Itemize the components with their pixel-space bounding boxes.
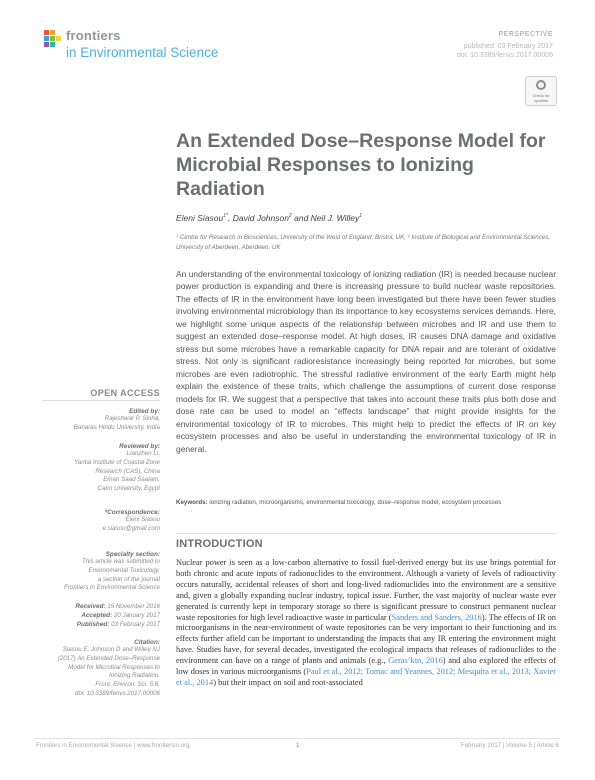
page-number: 1 bbox=[296, 742, 300, 749]
intro-text: Nuclear power is seen as a low-carbon alternative to fossil fuel-derived energy but its use brings potential for both chronic and acute inputs of radionuclides to the environment. Although a variety of levels of radioactivity occurs naturally, accidental releases of short and long-lived radionuclides into the environment are a sensitive and, given a globally expanding nuclear industry, topical issue. Further, the vast majority of nuclear waste ever generated is currently kept in temporary storage so there is significant pressure to construct permanent nuclear waste repositories for high level radioactive waste in particular ( bbox=[176, 558, 556, 622]
citation-link[interactable]: Geras’kin, 2016 bbox=[388, 656, 443, 666]
author-affil-sup: 2 bbox=[288, 213, 292, 220]
keywords-label: Keywords: bbox=[176, 499, 208, 506]
citation-text: Model for Microbial Responses to bbox=[68, 663, 160, 671]
section-heading: INTRODUCTION bbox=[176, 538, 263, 550]
logo-title: frontiers bbox=[66, 28, 121, 43]
logo-subtitle: in Environmental Science bbox=[66, 45, 219, 60]
reviewed-by-block bbox=[42, 443, 160, 494]
intro-text: ) and also explored the effects of low doses in various microorganisms ( bbox=[176, 656, 556, 677]
doi-link[interactable]: doi: 10.3389/fenvs.2017.00006 bbox=[456, 52, 553, 59]
received-label: Received: bbox=[75, 603, 106, 610]
published-label: Published: bbox=[76, 620, 110, 628]
specialty-block bbox=[42, 551, 160, 593]
keywords bbox=[176, 498, 556, 508]
citation-link[interactable]: Sanders and Sanders, 2016 bbox=[391, 612, 482, 622]
received-date: 15 November 2016 bbox=[107, 603, 160, 610]
author-separator: and bbox=[291, 213, 311, 223]
check-for-updates-button[interactable] bbox=[525, 76, 557, 106]
journal-logo[interactable] bbox=[42, 26, 242, 66]
article-title: An Extended Dose–Response Model for Microbial Responses to Ionizing Radiation bbox=[176, 130, 546, 200]
footer-divider bbox=[34, 738, 560, 739]
author-affil-sup: 1* bbox=[223, 213, 228, 220]
intro-text: ). The effects of IR on microorganisms in the near-environment of waste repositories can be very important to their functioning and its effects further afield can be important to understanding the impacts that any IR entering the environment might have. Studies have, for several decades, investigated the ecological impacts that releases of radionuclides to the environment can have on a range of plants and animals (e.g., bbox=[176, 612, 556, 666]
edited-by-label: Edited by: bbox=[129, 408, 160, 415]
affiliations: ¹ Centre for Research in Biosciences, University of the West of England, Bristol, UK, ² Institute of Biological and Environmental Sciences, University of Aberdeen, Aberdeen, UK bbox=[176, 234, 551, 251]
correspondence-block bbox=[42, 509, 160, 534]
reviewer-affiliation: Yantai Institute of Coastal Zone bbox=[74, 458, 160, 466]
citation-text: Siasou E, Johnson D and Willey NJ bbox=[62, 646, 160, 653]
open-access-label: OPEN ACCESS bbox=[90, 388, 160, 398]
keywords-list: ionizing radiation, microorganisms, environmental toxicology, dose–response model, ecosystem processes bbox=[209, 499, 502, 506]
author-separator: , bbox=[228, 213, 233, 223]
section-divider bbox=[176, 533, 556, 534]
specialty-text[interactable]: Environmental Toxicology, bbox=[88, 566, 160, 574]
author-list bbox=[176, 213, 362, 223]
citation-link[interactable]: Paul et al., 2012; Tomac and Yeannes, 2012; Mesquita et al., 2013; Xavier et al., 2014 bbox=[176, 667, 556, 687]
article-type: PERSPECTIVE bbox=[498, 31, 553, 38]
author-name[interactable]: Eleni Siasou bbox=[176, 213, 224, 223]
footer-issue-info: February 2017 | Volume 5 | Article 6 bbox=[460, 742, 559, 749]
author-name[interactable]: Neil J. Willey bbox=[310, 213, 360, 223]
correspondence-name: Eleni Siasou bbox=[125, 516, 160, 523]
sidebar-divider bbox=[42, 400, 160, 401]
reviewer-affiliation: Cairo University, Egypt bbox=[97, 485, 160, 493]
correspondence-email[interactable]: e.siasou@gmail.com bbox=[102, 524, 160, 532]
frontiers-logo-icon bbox=[42, 28, 64, 50]
citation-block bbox=[42, 639, 160, 699]
citation-text: Ionizing Radiation. bbox=[109, 672, 160, 680]
published-date-side: 03 February 2017 bbox=[111, 620, 160, 628]
check-updates-icon bbox=[536, 80, 546, 90]
accepted-label: Accepted: bbox=[81, 611, 113, 619]
specialty-text: a section of the journal bbox=[97, 575, 160, 583]
specialty-text: This article was submitted to bbox=[81, 558, 160, 565]
specialty-label: Specialty section: bbox=[105, 551, 160, 558]
edited-by-block bbox=[42, 408, 160, 433]
reviewer-name[interactable]: Eman Saad Saalam, bbox=[103, 476, 160, 484]
accepted-date: 20 January 2017 bbox=[113, 611, 160, 619]
citation-doi[interactable]: doi: 10.3389/fenvs.2017.00006 bbox=[75, 689, 160, 697]
editor-name[interactable]: Rajeshwar P. Sinha, bbox=[104, 415, 160, 422]
correspondence-label: *Correspondence: bbox=[104, 509, 160, 516]
check-badge-line2: updates bbox=[533, 98, 549, 103]
intro-text: ) but their impact on soil and root-associated bbox=[213, 677, 363, 687]
citation-text: (2017) An Extended Dose–Response bbox=[57, 654, 160, 662]
specialty-text: Frontiers in Environmental Science bbox=[64, 584, 160, 592]
abstract: An understanding of the environmental toxicology of ionizing radiation (IR) is needed because nuclear power production is expanding and there is increasing pressure to build nuclear waste repositories. The effects of IR in the environment have long been investigated but there have been fewer studies involving environmental microbiology than its importance to key ecosystems services demands. Here, we highlight some unique aspects of the relationship between microbes and IR and use them to suggest an extended dose–response model. At high doses, IR causes DNA damage and oxidative stress but some microbes have a remarkable capacity for DNA repair and are tolerant of oxidative stress. Not only is significant radioresistance increasingly being reported for microbes, but some microbes are even radiotrophic. The stressful radiative environment of the early Earth might help explain the existence of these traits, which challenge the assumptions of current dose response models for IR. We suggest that a perspective that takes into account these traits plus both dose and dose rate can be used to model an “effects landscape” that might provide insights for the environmental toxicology of IR to microbes. This might help to predict the effects of IR on key ecosystem processes and also be useful in understanding the environmental toxicology of IR in general. bbox=[176, 269, 556, 454]
author-name[interactable]: David Johnson bbox=[232, 213, 289, 223]
introduction-paragraph bbox=[176, 558, 556, 689]
footer-journal-link[interactable]: Frontiers in Environmental Science | www.frontiersin.org bbox=[36, 742, 190, 749]
published-date: published: 03 February 2017 bbox=[463, 43, 553, 50]
reviewed-by-label: Reviewed by: bbox=[119, 443, 160, 450]
check-badge-line1: Check for bbox=[532, 93, 550, 98]
citation-text: Front. Environ. Sci. 5:6. bbox=[95, 681, 160, 689]
reviewer-name[interactable]: Lianzhen Li, bbox=[126, 450, 160, 457]
citation-label: Citation: bbox=[134, 639, 160, 646]
author-affil-sup: 1 bbox=[359, 213, 363, 220]
reviewer-affiliation: Research (CAS), China bbox=[95, 467, 160, 475]
editor-affiliation: Banaras Hindu University, India bbox=[73, 423, 160, 431]
dates-block bbox=[42, 603, 160, 629]
